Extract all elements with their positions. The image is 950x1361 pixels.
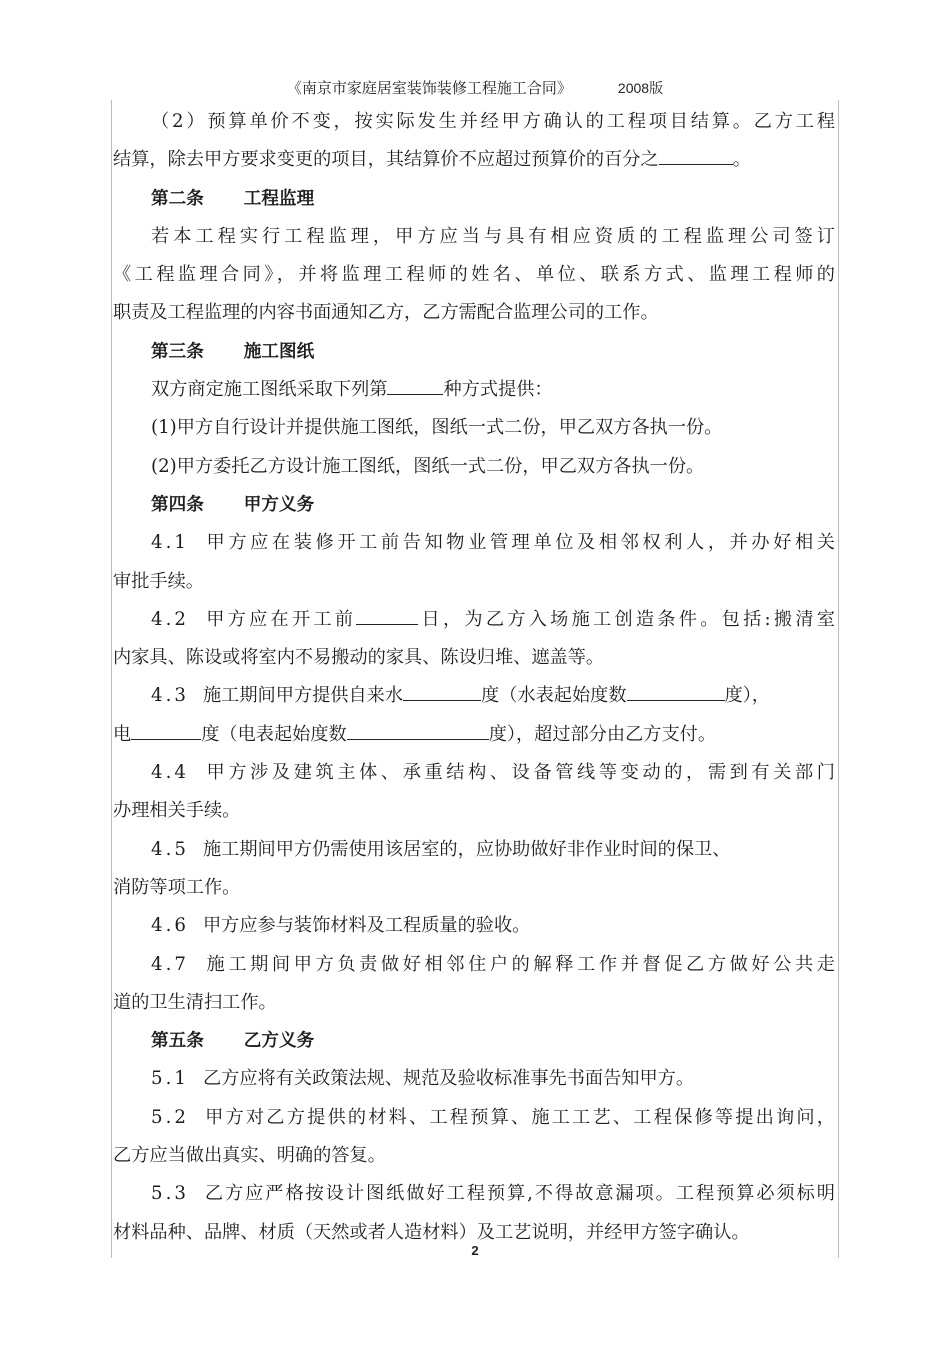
electricity-blank — [131, 720, 201, 740]
clause-5-2-line-1: 5.2 甲方对乙方提供的材料、工程预算、施工工艺、工程保修等提出询问， — [151, 1106, 835, 1128]
method-blank — [387, 375, 443, 395]
clause-5-3-line-1: 5.3 乙方应严格按设计图纸做好工程预算,不得故意漏项。工程预算必须标明 — [151, 1183, 835, 1205]
article-2-line-3: 职责及工程监理的内容书面通知乙方，乙方需配合监理公司的工作。 — [113, 302, 659, 324]
clause-5-3-line-2: 材料品种、品牌、材质（天然或者人造材料）及工艺说明，并经甲方签字确认。 — [113, 1221, 750, 1243]
article-5-title: 乙方义务 — [243, 1031, 315, 1052]
clause-4-4-line-2: 办理相关手续。 — [113, 800, 241, 822]
article-3-title: 施工图纸 — [243, 341, 315, 362]
article-5-heading — [113, 1022, 835, 1060]
electric-meter-blank — [347, 720, 489, 740]
clause-4-6: 4.6 甲方应参与装饰材料及工程质量的验收。 — [151, 915, 531, 937]
page-header — [0, 77, 950, 98]
document-title: 《南京市家庭居室装饰装修工程施工合同》 — [286, 79, 572, 97]
article-3-line-1: 双方商定施工图纸采取下列第 种方式提供： — [113, 371, 835, 409]
article-3-heading — [113, 333, 835, 371]
article-2-line-1: 若本工程实行工程监理，甲方应当与具有相应资质的工程监理公司签订 — [151, 225, 835, 247]
percent-blank — [659, 145, 733, 165]
article-3-option-2: (2)甲方委托乙方设计施工图纸，图纸一式二份，甲乙双方各执一份。 — [151, 455, 705, 477]
clause-4-3-line-1: 4.3 施工期间甲方提供自来水 度（水表起始度数 度）， — [113, 677, 835, 715]
days-blank — [356, 605, 418, 625]
document-body — [113, 103, 835, 1252]
article-4-title: 甲方义务 — [243, 494, 315, 515]
article-4-heading — [113, 486, 835, 524]
clause-4-5-line-2: 消防等项工作。 — [113, 876, 241, 898]
page-number: 2 — [471, 1243, 479, 1258]
article-5-number: 第五条 — [151, 1031, 204, 1052]
budget-clause-line-2: 结算，除去甲方要求变更的项目，其结算价不应超过预算价的百分之 。 — [113, 141, 835, 179]
article-4-number: 第四条 — [151, 494, 204, 515]
budget-clause-line-1: （2）预算单价不变，按实际发生并经甲方确认的工程项目结算。乙方工程 — [151, 111, 835, 132]
water-meter-blank — [627, 681, 725, 701]
clause-4-3-line-2: 电 度（电表起始度数 度），超过部分由乙方支付。 — [113, 716, 835, 754]
article-2-number: 第二条 — [151, 188, 204, 209]
clause-5-2-line-2: 乙方应当做出真实、明确的答复。 — [113, 1145, 386, 1167]
document-version: 2008版 — [617, 80, 664, 96]
clause-4-7-line-1: 4.7 施工期间甲方负责做好相邻住户的解释工作并督促乙方做好公共走 — [151, 953, 835, 975]
article-2-line-2: 《工程监理合同》，并将监理工程师的姓名、单位、联系方式、监理工程师的 — [113, 264, 835, 286]
article-3-number: 第三条 — [151, 341, 204, 362]
article-3-option-1: (1)甲方自行设计并提供施工图纸，图纸一式二份，甲乙双方各执一份。 — [151, 417, 723, 439]
article-2-heading — [113, 180, 835, 218]
clause-4-1-line-2: 审批手续。 — [113, 570, 204, 592]
clause-4-5-line-1: 4.5 施工期间甲方仍需使用该居室的，应协助做好非作业时间的保卫、 — [151, 838, 731, 860]
clause-4-4-line-1: 4.4 甲方涉及建筑主体、承重结构、设备管线等变动的，需到有关部门 — [151, 762, 835, 784]
article-2-title: 工程监理 — [243, 188, 315, 209]
clause-4-1-line-1: 4.1 甲方应在装修开工前告知物业管理单位及相邻权利人，并办好相关 — [151, 532, 835, 554]
clause-4-7-line-2: 道的卫生清扫工作。 — [113, 991, 277, 1013]
clause-5-1: 5.1 乙方应将有关政策法规、规范及验收标准事先书面告知甲方。 — [151, 1068, 695, 1090]
water-blank — [403, 681, 481, 701]
clause-4-2-line-1: 4.2 甲方应在开工前 日，为乙方入场施工创造条件。包括:搬清室 — [113, 601, 835, 639]
clause-4-2-line-2: 内家具、陈设或将室内不易搬动的家具、陈设归堆、遮盖等。 — [113, 647, 605, 669]
